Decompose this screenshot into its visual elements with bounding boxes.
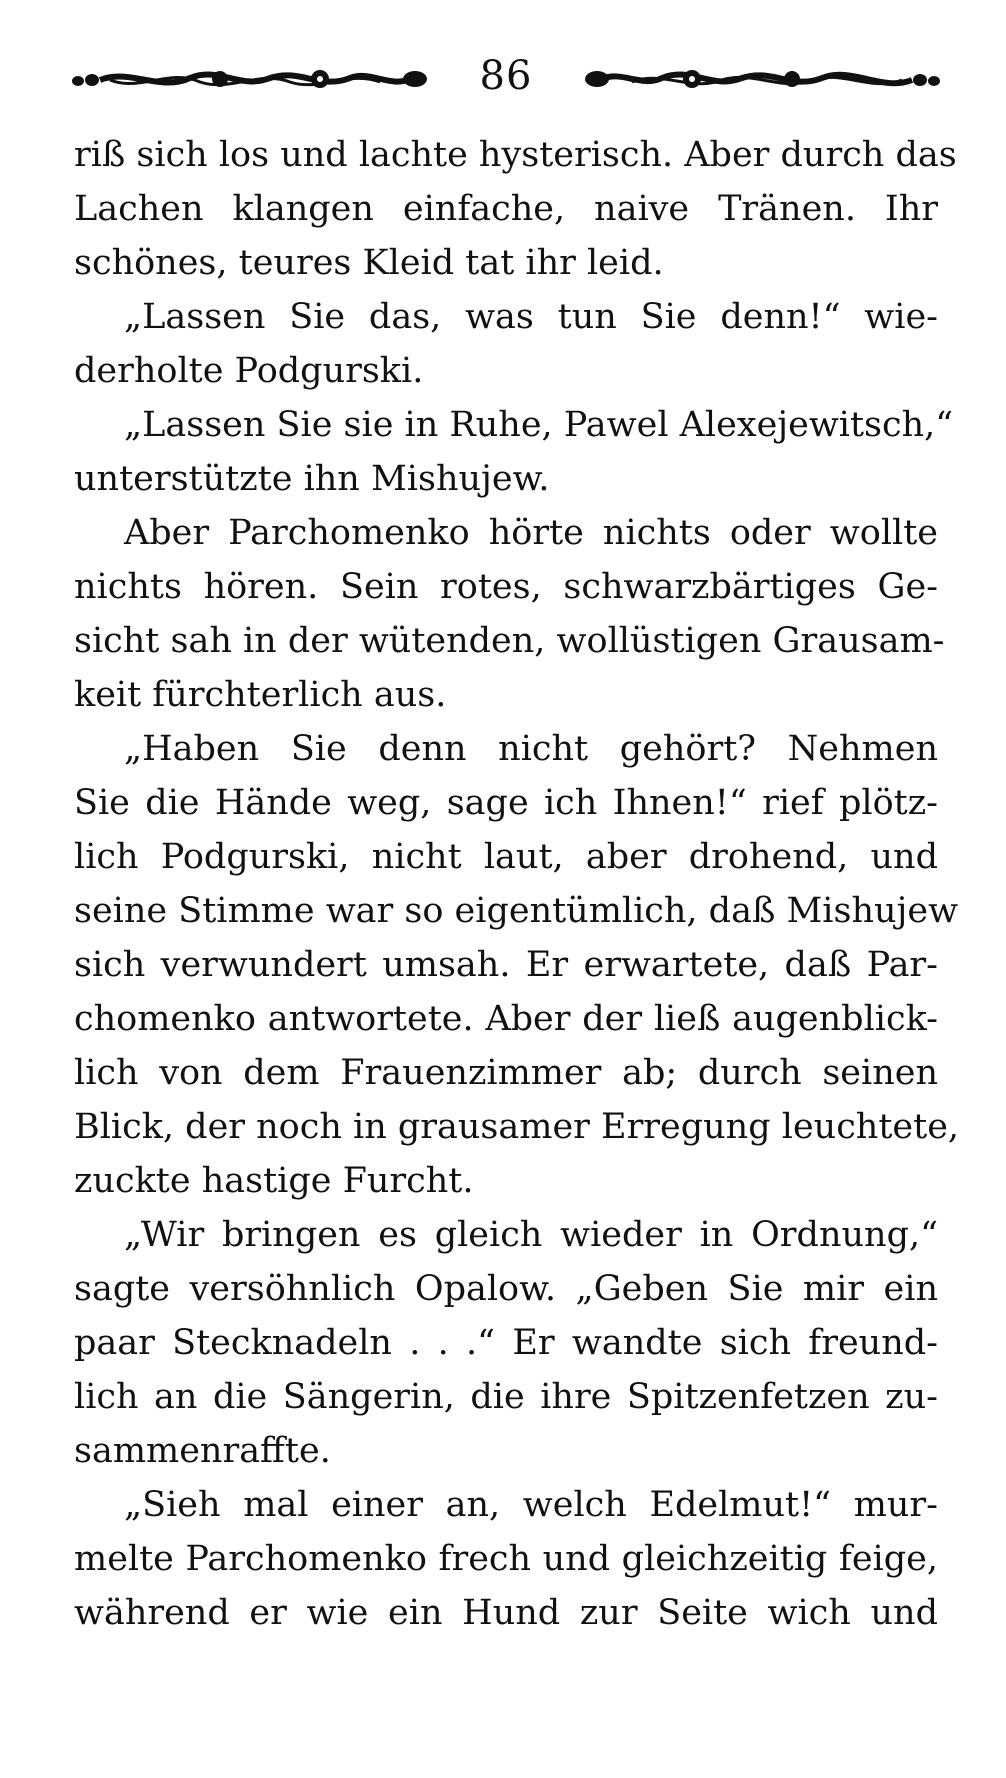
text-line: riß sich los und lachte hysterisch. Aber durch das: [74, 135, 957, 175]
text-line: zuckte hastige Furcht.: [74, 1161, 474, 1201]
text-line: „Lassen Sie das, was tun Sie denn!“ wie-: [124, 297, 938, 337]
text-line: „Wir bringen es gleich wieder in Ordnung,“: [124, 1215, 938, 1255]
text-line: Sie die Hände weg, sage ich Ihnen!“ rief plötz-: [74, 783, 938, 823]
text-line: nichts hören. Sein rotes, schwarzbärtiges Ge-: [74, 567, 938, 607]
text-line: sagte versöhnlich Opalow. „Geben Sie mir ein: [74, 1269, 938, 1309]
text-line: sammenraffte.: [74, 1431, 331, 1471]
text-line: Aber Parchomenko hörte nichts oder wollte: [124, 513, 938, 553]
text-line: Lachen klangen einfache, naive Tränen. Ihr: [74, 189, 938, 229]
page-number: 86: [479, 53, 533, 99]
text-line: lich Podgurski, nicht laut, aber drohend, und: [74, 837, 938, 877]
text-line: keit fürchterlich aus.: [74, 675, 447, 715]
text-line: sich verwundert umsah. Er erwartete, daß Par-: [74, 945, 938, 985]
text-line: seine Stimme war so eigentümlich, daß Mishujew: [74, 891, 959, 931]
text-line: paar Stecknadeln . . .“ Er wandte sich freund-: [74, 1323, 938, 1363]
text-line: schönes, teures Kleid tat ihr leid.: [74, 243, 664, 283]
text-line: chomenko antwortete. Aber der ließ augenblick-: [74, 999, 938, 1039]
text-line: während er wie ein Hund zur Seite wich und: [74, 1593, 938, 1633]
text-line: sicht sah in der wütenden, wollüstigen Grausam-: [74, 621, 945, 661]
text-line: melte Parchomenko frech und gleichzeitig feige,: [74, 1539, 938, 1579]
right-ornament: [582, 64, 942, 94]
text-line: lich an die Sängerin, die ihre Spitzenfetzen zu-: [74, 1377, 938, 1417]
body-text: [74, 128, 960, 1640]
text-line: „Haben Sie denn nicht gehört? Nehmen: [124, 729, 938, 769]
text-line: „Lassen Sie sie in Ruhe, Pawel Alexejewitsch,“: [124, 405, 954, 445]
text-line: „Sieh mal einer an, welch Edelmut!“ mur-: [124, 1485, 938, 1525]
text-line: Blick, der noch in grausamer Erregung leuchtete,: [74, 1107, 960, 1147]
text-line: derholte Podgurski.: [74, 351, 424, 391]
text-line: unterstützte ihn Mishujew.: [74, 459, 550, 499]
page-header: [70, 48, 942, 108]
text-line: lich von dem Frauenzimmer ab; durch seinen: [74, 1053, 938, 1093]
